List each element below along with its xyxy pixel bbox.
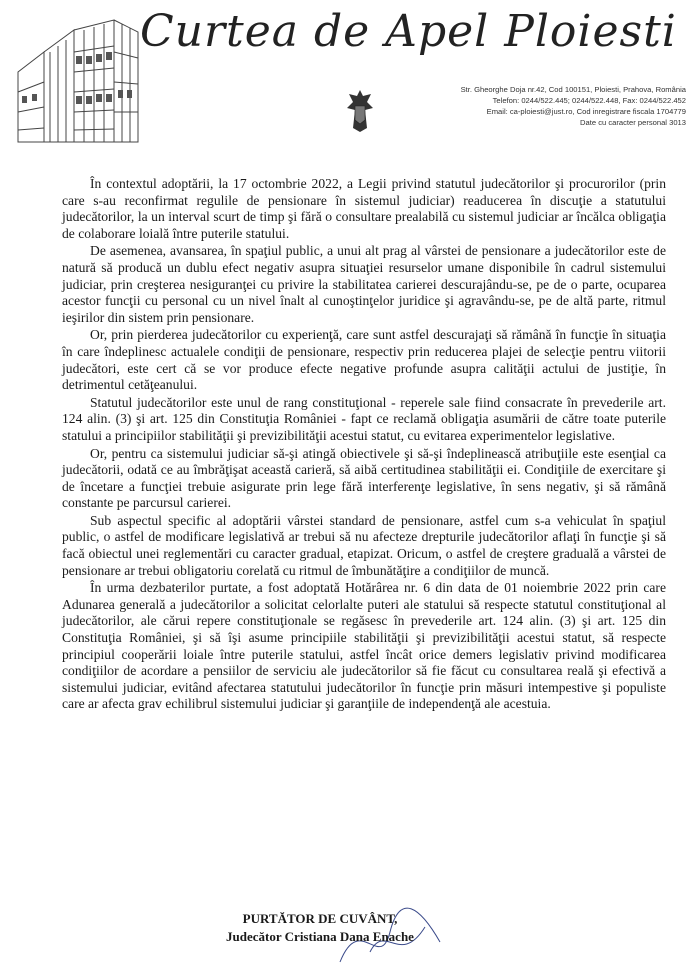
paragraph: Or, prin pierderea judecătorilor cu experienţă, care sunt astfel descurajaţi să rămână în funcţie în situaţia în care îndeplinesc actualele condiţii de pensionare, respectiv prin reducerea plajei de selecţie pentru viitorii judecători, este cert că se vor produce efecte negative profunde asupra calităţii actului de justiţie, în detrimentul cetăţeanului.	[62, 327, 666, 393]
signature-block	[0, 910, 640, 946]
courthouse-building-logo	[14, 12, 144, 147]
romanian-coat-of-arms-icon	[345, 88, 375, 134]
letterhead	[0, 0, 700, 155]
paragraph: De asemenea, avansarea, în spaţiul public, a unui alt prag al vârstei de pensionare a judecătorilor este de natură să producă un dublu efect negativ asupra situaţiei resurselor umane disponibile în cadrul sistemului judiciar, prin creşterea nesiguranţei cu privire la stabilitatea carierei descurajându-se, pe de o parte, ocuparea acestor funcţii cu personal cu un nivel înalt al cunoştinţelor juridice şi agravându-se, pe de altă parte, ritmul ieşirilor din sistem prin pensionare.	[62, 243, 666, 325]
email-line: Email: ca-ploiesti@just.ro, Cod inregistrare fiscala 1704779	[486, 107, 686, 116]
statement-body	[62, 176, 666, 714]
paragraph: Sub aspectul specific al adoptării vârstei standard de pensionare, astfel cum s-a vehiculat în spaţiul public, o astfel de modificare legislativă ar trebui să nu afecteze drepturile judecătorilor aflaţi în funcţie şi să facă obiectul unei reglementări cu caracter gradual, etapizat. Oricum, o astfel de creştere graduală a vârstei de pensionare ar trebui obligatoriu corelată cu ritmul de îmbunătăţire a condiţiilor de muncă.	[62, 512, 666, 578]
paragraph: În contextul adoptării, la 17 octombrie 2022, a Legii privind statutul judecătorilor şi procurorilor (prin care s-au reconfirmat regulile de pensionare în sistemul judiciar) readucerea în discuţie a statutului judecătorilor, la un interval scurt de timp şi fără o consultare prealabilă cu sistemul judiciar ar încălca obligaţia de colaborare loială între puterile statului.	[62, 176, 666, 241]
institution-title: Curtea de Apel Ploiesti	[140, 6, 677, 57]
paragraph: Statutul judecătorilor este unul de rang constituţional - reperele sale fiind consacrate în prevederile art. 124 alin. (3) şi art. 125 din Constituţia României - fapt ce reclamă obligaţia asumării de către toate puterile statului a principiilor stabilităţii şi previzibilităţii acestui statut, cu evitarea experimentelor legislative.	[62, 394, 666, 443]
paragraph: În urma dezbaterilor purtate, a fost adoptată Hotărârea nr. 6 din data de 01 noiembrie 2022 prin care Adunarea generală a judecătorilor a solicitat celorlalte puteri ale statului să respecte statutul constituţional al judecătorilor, ale cărui repere constituţionale se regăsesc în prevederile art. 124 alin. (3) şi art. 125 din Constituţia României, şi să îşi asume principiile stabilităţii şi previzibilităţii acestui statut, să respecte principiul cooperării loiale între puterile statului, astfel încât orice demers legislativ privind modificarea condiţiilor de acordare a pensiilor de serviciu ale judecătorilor să fie făcut cu consultarea reală şi efectivă a sistemului judiciar, evitând afectarea statutului judecătorilor în funcţie prin măsuri intempestive şi populiste care ar afecta grav echilibrul sistemului judiciar şi garanţiile de independenţă ale acestuia.	[62, 580, 666, 712]
address-line: Str. Gheorghe Doja nr.42, Cod 100151, Ploiesti, Prahova, România	[460, 85, 686, 94]
signatory-role: PURTĂTOR DE CUVÂNT,	[242, 911, 398, 926]
paragraph: Or, pentru ca sistemului judiciar să-şi atingă obiectivele şi să-şi îndeplinească atribuţiile este esenţial ca judecătorii, odată ce au îmbrăţişat această carieră, să aibă certitudinea stabilităţii ei. Condiţiile de exercitare şi de încetare a funcţiei trebuie asigurate prin lege fără interferenţe legislative, în sens negativ, şi să rămână constante pe parcursul carierei.	[62, 445, 666, 511]
signatory-name: Judecător Cristiana Dana Enache	[226, 929, 414, 944]
phone-line: Telefon: 0244/522.445; 0244/522.448, Fax: 0244/522.452	[492, 96, 686, 105]
contact-details	[416, 84, 686, 128]
data-protection-line: Date cu caracter personal 3013	[580, 118, 686, 127]
